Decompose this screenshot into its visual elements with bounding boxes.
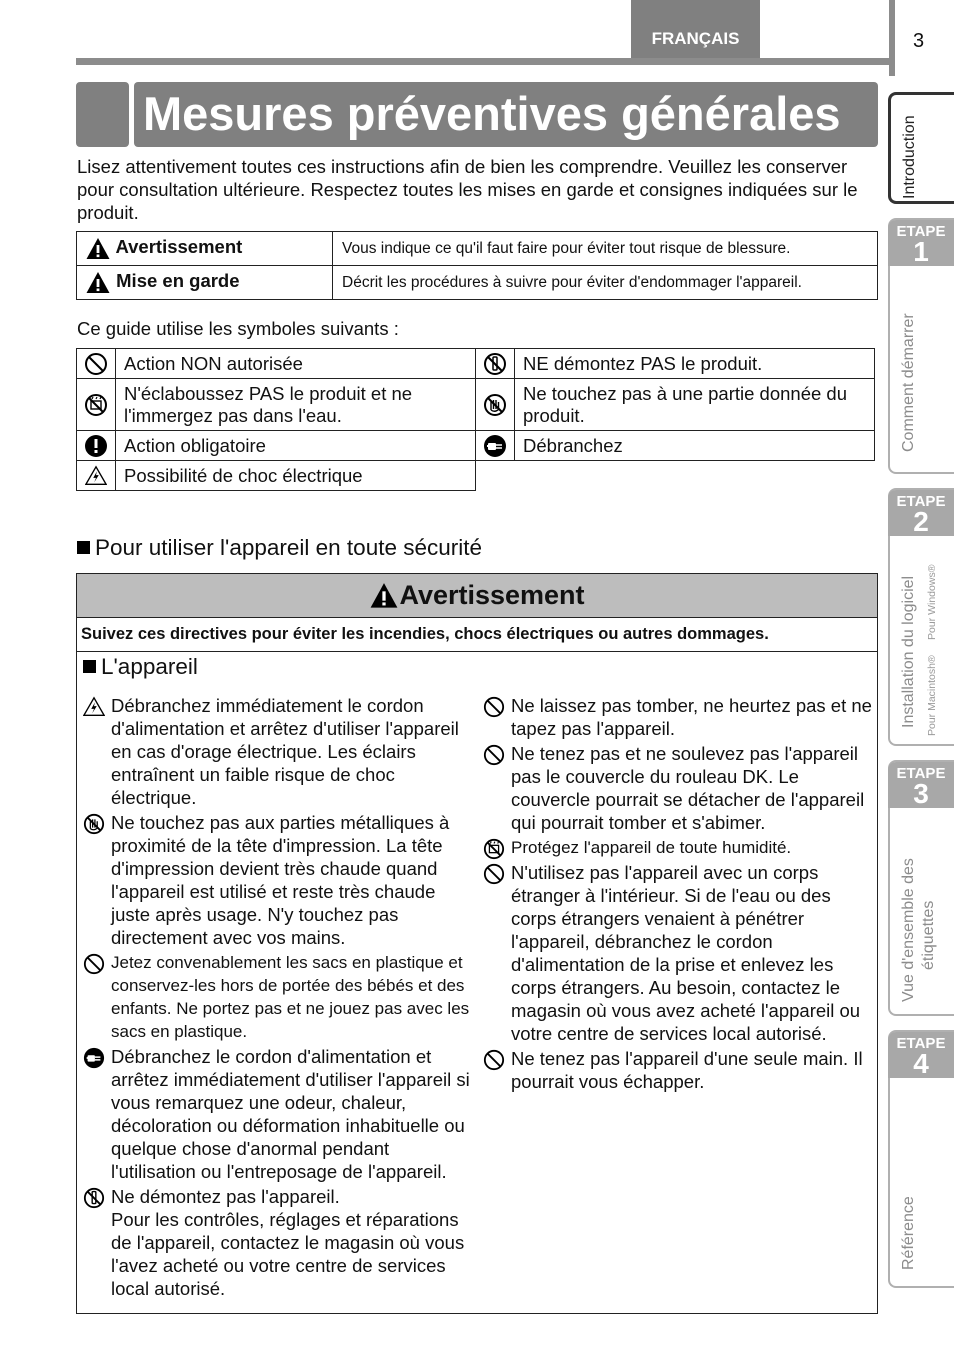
- page-title: Mesures préventives générales: [134, 82, 878, 147]
- warning-item-text: Ne touchez pas aux parties métalliques à proximité de la tête d'impression. La tête d'impression devient très chaude quand l'appareil est utilisé et reste très chaude juste après usage. N'y touchez pas directement avec vos mains.: [111, 812, 450, 948]
- etape-badge: [888, 762, 954, 808]
- tab-sublabel-windows: Pour Windows®: [926, 564, 938, 640]
- legend-label: Mise en garde: [116, 270, 240, 292]
- intro-paragraph: Lisez attentivement toutes ces instructions afin de bien les comprendre. Veuillez les conserver pour consultation ultérieure. Respectez toutes les mises en garde et consignes indiquées sur le produit.: [77, 156, 858, 223]
- header-rule: [76, 58, 894, 65]
- warning-item: [483, 742, 875, 834]
- tab-sublabel-mac: Pour Macintosh®: [926, 655, 938, 736]
- warning-item: [483, 861, 875, 1045]
- prohibited-icon: [83, 953, 105, 975]
- symbol-text: Action obligatoire: [116, 431, 476, 461]
- tab-label: Introduction: [901, 115, 918, 199]
- bullet-square: [83, 660, 96, 673]
- etape-number: 1: [913, 236, 929, 267]
- tab-etape-1[interactable]: [888, 218, 954, 474]
- warning-item-text: Ne tenez pas l'appareil d'une seule main. Il pourrait vous échapper.: [511, 1048, 863, 1092]
- etape-badge: [888, 220, 954, 266]
- symbols-table: [76, 348, 875, 491]
- warning-item: [483, 694, 875, 740]
- legend-row: [77, 266, 878, 300]
- warning-header: [77, 574, 877, 618]
- tab-label: Référence: [900, 1196, 917, 1270]
- warning-item: [83, 951, 475, 1043]
- warning-item-text: N'utilisez pas l'appareil avec un corps étranger à l'intérieur. Si de l'eau ou des corps étrangers venaient à pénétrer l'appareil, débranchez le cordon d'alimentation de la prise et enlevez les corps étrangers. Au besoin, contactez le magasin où vous avez acheté l'appareil ou votre centre de services local autorisé.: [511, 862, 861, 1044]
- warning-item: [83, 811, 475, 949]
- prohibited-icon: [84, 352, 108, 376]
- etape-number: 3: [913, 778, 929, 809]
- symbol-text: Action NON autorisée: [116, 349, 476, 379]
- etape-label: ETAPE: [896, 223, 946, 240]
- subsection-heading-text: L'appareil: [101, 654, 198, 679]
- warning-item-text: Débranchez le cordon d'alimentation et arrêtez immédiatement d'utiliser l'appareil si vous remarquez une odeur, chaleur, décoloration ou déformation inhabituelle ou quelque chose d'anormal pendant l'utilisation ou l'entreposage de l'appareil.: [111, 1046, 470, 1182]
- tab-introduction[interactable]: [888, 92, 954, 204]
- bullet-square: [77, 541, 90, 554]
- tab-label: Vue d'ensemble des: [900, 858, 917, 1002]
- warning-left-column: [83, 694, 475, 1302]
- prohibited-icon: [483, 863, 505, 885]
- warning-item-text: Ne démontez pas l'appareil.: [111, 1186, 340, 1207]
- warning-title: Avertissement: [399, 580, 585, 610]
- unplug-icon: [483, 434, 507, 458]
- etape-badge: [888, 490, 954, 536]
- no-water-icon: [483, 838, 505, 860]
- electric-shock-icon: [83, 696, 105, 718]
- section-heading: [77, 535, 482, 561]
- legend-label: Avertissement: [115, 236, 243, 258]
- title-marker: [76, 82, 129, 147]
- section-heading-text: Pour utiliser l'appareil en toute sécurité: [95, 535, 483, 560]
- page-number: 3: [913, 30, 925, 52]
- header-side-rule: [889, 0, 895, 76]
- warning-icon: [369, 582, 399, 610]
- symbol-text: Ne touchez pas à une partie donnée du produit.: [515, 379, 875, 431]
- tab-label: Installation du logiciel: [900, 575, 917, 728]
- warning-item: [483, 836, 875, 859]
- warning-item: [83, 1045, 475, 1183]
- symbol-text: Possibilité de choc électrique: [116, 461, 476, 491]
- warning-item-text: Ne laissez pas tomber, ne heurtez pas et ne tapez pas l'appareil.: [511, 695, 872, 739]
- unplug-icon: [83, 1047, 105, 1069]
- subsection-heading: [83, 654, 198, 680]
- tab-label: étiquettes: [920, 900, 937, 970]
- legend-description: Décrit les procédures à suivre pour éviter d'endommager l'appareil.: [333, 266, 878, 300]
- no-disassemble-icon: [83, 1187, 105, 1209]
- warning-item-text: Débranchez immédiatement le cordon d'alimentation et arrêtez d'utiliser l'appareil en cas d'orage électrique. Les éclairs entraînent un faible risque de choc électrique.: [111, 695, 459, 808]
- prohibited-icon: [483, 1049, 505, 1071]
- etape-badge: [888, 1032, 954, 1078]
- legend-table: [76, 231, 878, 300]
- no-touch-icon: [483, 393, 507, 417]
- mandatory-icon: [84, 434, 108, 458]
- no-touch-icon: [83, 813, 105, 835]
- symbol-text: N'éclaboussez PAS le produit et ne l'immergez pas dans l'eau.: [116, 379, 476, 431]
- tab-etape-4[interactable]: [888, 1030, 954, 1288]
- etape-label: ETAPE: [896, 765, 946, 782]
- prohibited-icon: [483, 744, 505, 766]
- etape-number: 2: [913, 506, 929, 537]
- chapter-sidebar: [890, 88, 954, 1298]
- language-tab: FRANÇAIS: [631, 0, 760, 58]
- no-disassemble-icon: [483, 352, 507, 376]
- legend-row: [77, 232, 878, 266]
- tab-label: Comment démarrer: [900, 313, 917, 452]
- warning-item: [483, 1047, 875, 1093]
- tab-etape-3[interactable]: [888, 760, 954, 1016]
- etape-label: ETAPE: [896, 1035, 946, 1052]
- etape-number: 4: [913, 1048, 929, 1079]
- prohibited-icon: [483, 696, 505, 718]
- no-water-icon: [84, 393, 108, 417]
- symbol-text: Débranchez: [515, 431, 875, 461]
- etape-label: ETAPE: [896, 493, 946, 510]
- warning-icon: [85, 237, 111, 261]
- warning-item: [83, 694, 475, 809]
- legend-description: Vous indique ce qu'il faut faire pour éviter tout risque de blessure.: [333, 232, 878, 266]
- warning-subtitle: Suivez ces directives pour éviter les incendies, chocs électriques ou autres dommages.: [77, 618, 877, 652]
- electric-shock-icon: [85, 465, 107, 487]
- warning-item-text: Pour les contrôles, réglages et réparations de l'appareil, contactez le magasin où vous l'avez acheté ou votre centre de services local autorisé.: [111, 1209, 465, 1299]
- warning-item-text: Ne tenez pas et ne soulevez pas l'appareil pas le couvercle du rouleau DK. Le couvercle pourrait se détacher de l'appareil qui pourrait tomber et s'abimer.: [511, 743, 865, 833]
- warning-box: [76, 573, 878, 1314]
- warning-item: [83, 1185, 475, 1300]
- tab-etape-2[interactable]: [888, 488, 954, 746]
- symbol-text: NE démontez PAS le produit.: [515, 349, 875, 379]
- warning-item-text: Protégez l'appareil de toute humidité.: [511, 838, 792, 857]
- warning-item-text: Jetez convenablement les sacs en plastique et conservez-les hors de portée des bébés et des enfants. Ne portez pas et ne jouez pas avec les sacs en plastique.: [111, 953, 470, 1041]
- caution-icon: [85, 271, 111, 295]
- warning-right-column: [483, 694, 875, 1095]
- symbols-intro: Ce guide utilise les symboles suivants :: [77, 318, 399, 339]
